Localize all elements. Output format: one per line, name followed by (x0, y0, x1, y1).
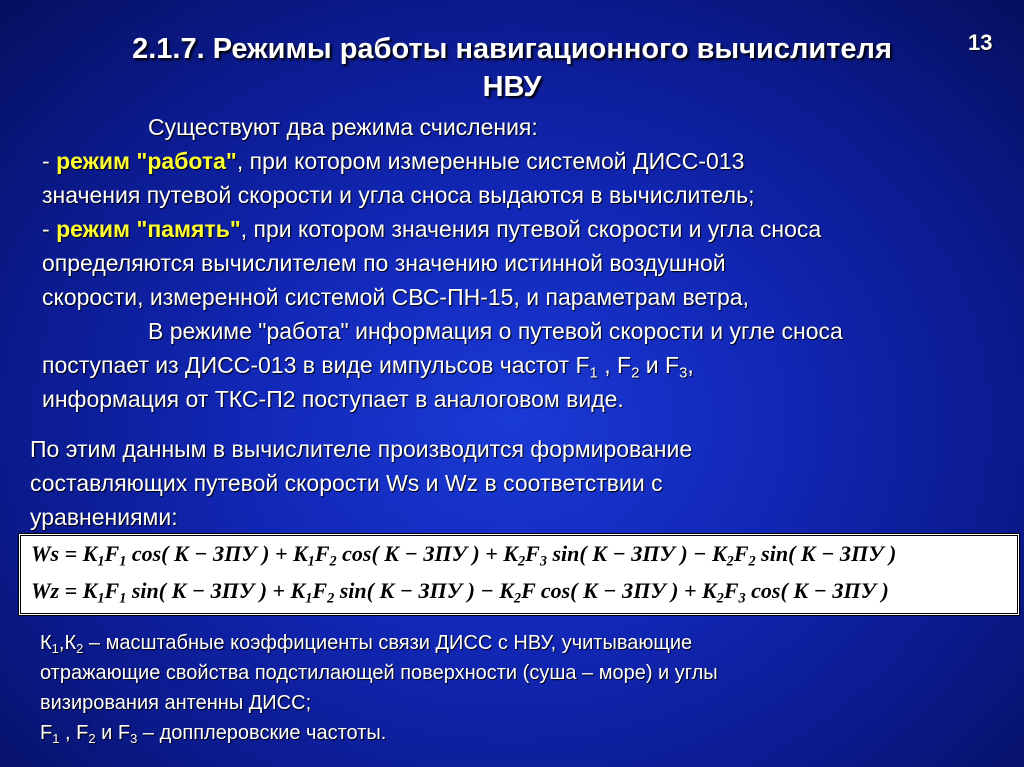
title-line1: 2.1.7. Режимы работы навигационного вычислителя (132, 33, 892, 65)
mode-work-label: режим "работа" (56, 148, 237, 174)
slide-title (0, 30, 1024, 106)
mode-memory-line2: определяются вычислителем по значению истинной воздушной (42, 250, 726, 276)
title-line2: НВУ (482, 71, 542, 103)
coefficients-line3: визирования антенны ДИСС; (40, 692, 312, 714)
formation-line2: составляющих путевой скорости Ws и Wz в соответствии с (30, 470, 663, 496)
slide-number: 13 (968, 30, 993, 55)
formation-line3: уравнениями: (30, 504, 178, 530)
modes-intro: Существуют два режима счисления: (148, 114, 538, 140)
mode-work-line2: значения путевой скорости и угла сноса выдаются в вычислитель; (42, 182, 755, 208)
work-info-line3: информация от ТКС-П2 поступает в аналоговом виде. (42, 386, 624, 412)
mode-memory-line3: скорости, измеренной системой СВС-ПН-15, и параметрам ветра, (42, 284, 749, 310)
formation-line1: По этим данным в вычислителе производится формирование (30, 436, 693, 462)
coefficients-line2: отражающие свойства подстилающей поверхности (суша – море) и углы (40, 662, 718, 684)
coefficients-paragraph (40, 628, 718, 748)
mode-work-line: - режим "работа", при котором измеренные системой ДИСС-013 (42, 148, 745, 174)
formation-paragraph (30, 432, 692, 534)
equation-ws: $Ws = K_1F_1$ cos( K − ЗПУ ) + $K_1F_2$ cos( K − ЗПУ ) + $K_2F_3$ sin( K − ЗПУ ) − $K_2F_2$ sin( K − ЗПУ ) (31, 541, 897, 570)
work-info-line1: В режиме "работа" информация о путевой скорости и угле сноса (148, 318, 843, 344)
mode-memory-label: режим "память" (56, 216, 241, 242)
equation-wz: $Wz = K_1F_1$ sin( K − ЗПУ ) + $K_1F_2$ sin( K − ЗПУ ) − $K_2F$ cos( K − ЗПУ ) + $K_2F_3$ cos( K − ЗПУ ) (31, 578, 889, 607)
frequencies-line: $F_1$ , $F_2$ и $F_3$ – допплеровские частоты. (40, 722, 387, 746)
work-info-line2: поступает из ДИСС-013 в виде импульсов частот $F_1$ , $F_2$ и $F_3$, (42, 352, 694, 382)
mode-memory-line: - режим "память", при котором значения путевой скорости и угла сноса (42, 216, 822, 242)
coefficients-line1: $К_1,К_2$ – масштабные коэффициенты связи ДИСС с НВУ, учитывающие (40, 632, 693, 656)
modes-paragraph (42, 110, 843, 416)
equations-box (18, 533, 1020, 616)
